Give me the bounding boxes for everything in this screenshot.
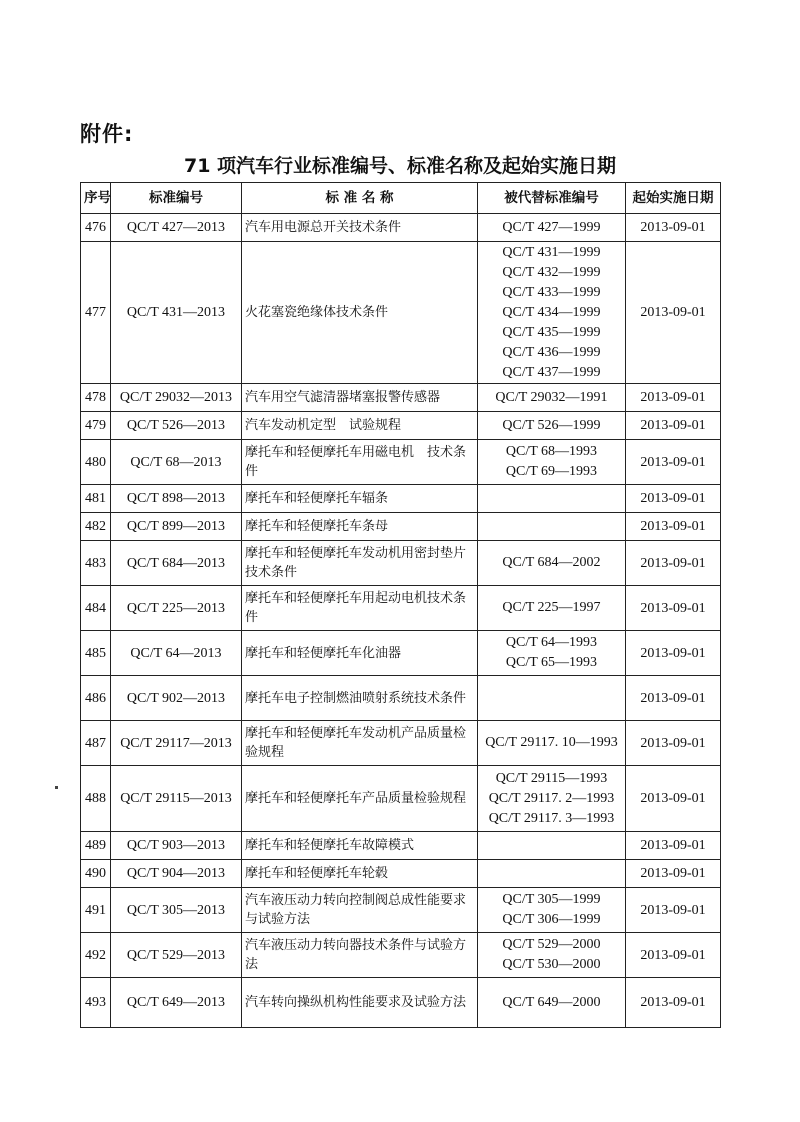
start-date: 2013-09-01 bbox=[626, 888, 721, 933]
table-row bbox=[81, 440, 721, 485]
replaced-standard-code: QC/T 68—1993 bbox=[505, 444, 598, 459]
replaced-standard-code: QC/T 29117. 2—1993 bbox=[488, 790, 615, 806]
standard-name: 摩托车和轻便摩托车用磁电机 技术条件 bbox=[242, 440, 478, 485]
standard-code: QC/T 431—2013 bbox=[111, 242, 242, 384]
replaced-standards bbox=[478, 586, 626, 631]
replaced-standards bbox=[478, 933, 626, 978]
table-row bbox=[81, 384, 721, 412]
replaced-standards bbox=[478, 832, 626, 860]
row-number: 492 bbox=[81, 933, 111, 978]
document-title: 71 项汽车行业标准编号、标准名称及起始实施日期 bbox=[183, 155, 617, 177]
standard-name: 摩托车和轻便摩托车条母 bbox=[242, 513, 478, 541]
replaced-standard-code: QC/T 435—1999 bbox=[502, 324, 601, 340]
replaced-standard-code: QC/T 526—1999 bbox=[502, 417, 601, 433]
replaced-standard-code: QC/T 427—1999 bbox=[502, 219, 601, 235]
replaced-standard-code: QC/T 305—1999 bbox=[502, 892, 601, 907]
replaced-standard-code: QC/T 64—1993 bbox=[505, 635, 598, 650]
standard-name: 摩托车和轻便摩托车用起动电机技术条件 bbox=[242, 586, 478, 631]
replaced-standard-code: QC/T 432—1999 bbox=[502, 264, 601, 280]
replaced-standards bbox=[478, 242, 626, 384]
standard-code: QC/T 68—2013 bbox=[111, 440, 242, 485]
header-name: 标 准 名 称 bbox=[242, 183, 478, 214]
standard-name: 摩托车和轻便摩托车产品质量检验规程 bbox=[242, 766, 478, 832]
replaced-standards bbox=[478, 721, 626, 766]
replaced-standard-code: QC/T 29117. 3—1993 bbox=[488, 810, 615, 826]
start-date: 2013-09-01 bbox=[626, 832, 721, 860]
table-row bbox=[81, 888, 721, 933]
standard-code: QC/T 64—2013 bbox=[111, 631, 242, 676]
standard-code: QC/T 29032—2013 bbox=[111, 384, 242, 412]
table-row bbox=[81, 242, 721, 384]
row-number: 488 bbox=[81, 766, 111, 832]
start-date: 2013-09-01 bbox=[626, 766, 721, 832]
row-number: 478 bbox=[81, 384, 111, 412]
start-date: 2013-09-01 bbox=[626, 860, 721, 888]
table-row bbox=[81, 721, 721, 766]
standards-table bbox=[80, 182, 721, 1028]
replaced-standards bbox=[478, 860, 626, 888]
row-number: 489 bbox=[81, 832, 111, 860]
row-number: 477 bbox=[81, 242, 111, 384]
row-number: 481 bbox=[81, 485, 111, 513]
row-number: 486 bbox=[81, 676, 111, 721]
standard-name: 汽车用空气滤清器堵塞报警传感器 bbox=[242, 384, 478, 412]
standard-name: 摩托车和轻便摩托车发动机用密封垫片技术条件 bbox=[242, 541, 478, 586]
standard-code: QC/T 29115—2013 bbox=[111, 766, 242, 832]
replaced-standards bbox=[478, 631, 626, 676]
replaced-standard-code: QC/T 431—1999 bbox=[502, 244, 601, 260]
standard-name: 汽车液压动力转向器技术条件与试验方法 bbox=[242, 933, 478, 978]
replaced-standard-code: QC/T 436—1999 bbox=[502, 344, 601, 360]
replaced-standards bbox=[478, 485, 626, 513]
table-header-row bbox=[81, 183, 721, 214]
replaced-standards bbox=[478, 676, 626, 721]
replaced-standards bbox=[478, 541, 626, 586]
replaced-standards bbox=[478, 513, 626, 541]
header-replaced: 被代替标准编号 bbox=[478, 183, 626, 214]
replaced-standards bbox=[478, 384, 626, 412]
row-number: 479 bbox=[81, 412, 111, 440]
standard-code: QC/T 903—2013 bbox=[111, 832, 242, 860]
row-number: 490 bbox=[81, 860, 111, 888]
header-date: 起始实施日期 bbox=[626, 183, 721, 214]
table-row bbox=[81, 933, 721, 978]
replaced-standards bbox=[478, 440, 626, 485]
standard-code: QC/T 529—2013 bbox=[111, 933, 242, 978]
start-date: 2013-09-01 bbox=[626, 440, 721, 485]
standard-code: QC/T 526—2013 bbox=[111, 412, 242, 440]
start-date: 2013-09-01 bbox=[626, 933, 721, 978]
table-body bbox=[81, 214, 721, 1028]
start-date: 2013-09-01 bbox=[626, 978, 721, 1028]
standard-name: 摩托车和轻便摩托车轮毂 bbox=[242, 860, 478, 888]
row-number: 482 bbox=[81, 513, 111, 541]
replaced-standard-code: QC/T 29115—1993 bbox=[495, 770, 608, 786]
start-date: 2013-09-01 bbox=[626, 586, 721, 631]
replaced-standard-code: QC/T 433—1999 bbox=[502, 284, 601, 300]
table-row bbox=[81, 860, 721, 888]
standard-name: 摩托车和轻便摩托车故障模式 bbox=[242, 832, 478, 860]
standard-code: QC/T 427—2013 bbox=[111, 214, 242, 242]
row-number: 476 bbox=[81, 214, 111, 242]
standard-code: QC/T 305—2013 bbox=[111, 888, 242, 933]
standard-code: QC/T 225—2013 bbox=[111, 586, 242, 631]
standard-code: QC/T 898—2013 bbox=[111, 485, 242, 513]
replaced-standard-code: QC/T 649—2000 bbox=[502, 994, 601, 1010]
replaced-standard-code: QC/T 29117. 10—1993 bbox=[485, 735, 618, 750]
replaced-standards bbox=[478, 888, 626, 933]
row-number: 480 bbox=[81, 440, 111, 485]
row-number: 485 bbox=[81, 631, 111, 676]
start-date: 2013-09-01 bbox=[626, 541, 721, 586]
replaced-standard-code: QC/T 434—1999 bbox=[502, 304, 601, 320]
standard-code: QC/T 902—2013 bbox=[111, 676, 242, 721]
row-number: 484 bbox=[81, 586, 111, 631]
row-number: 493 bbox=[81, 978, 111, 1028]
header-code: 标准编号 bbox=[111, 183, 242, 214]
row-number: 483 bbox=[81, 541, 111, 586]
replaced-standard-code: QC/T 437—1999 bbox=[502, 364, 601, 380]
standard-code: QC/T 904—2013 bbox=[111, 860, 242, 888]
standard-code: QC/T 29117—2013 bbox=[111, 721, 242, 766]
start-date: 2013-09-01 bbox=[626, 513, 721, 541]
table-row bbox=[81, 978, 721, 1028]
row-number: 487 bbox=[81, 721, 111, 766]
header-no: 序号 bbox=[81, 183, 111, 214]
start-date: 2013-09-01 bbox=[626, 242, 721, 384]
replaced-standards bbox=[478, 978, 626, 1028]
standard-name: 摩托车电子控制燃油喷射系统技术条件 bbox=[242, 676, 478, 721]
standard-name: 摩托车和轻便摩托车发动机产品质量检验规程 bbox=[242, 721, 478, 766]
standard-name: 汽车用电源总开关技术条件 bbox=[242, 214, 478, 242]
scan-speck bbox=[55, 786, 58, 789]
replaced-standards bbox=[478, 412, 626, 440]
row-number: 491 bbox=[81, 888, 111, 933]
start-date: 2013-09-01 bbox=[626, 384, 721, 412]
table-row bbox=[81, 631, 721, 676]
standard-code: QC/T 684—2013 bbox=[111, 541, 242, 586]
start-date: 2013-09-01 bbox=[626, 412, 721, 440]
standard-code: QC/T 899—2013 bbox=[111, 513, 242, 541]
standard-name: 摩托车和轻便摩托车辐条 bbox=[242, 485, 478, 513]
start-date: 2013-09-01 bbox=[626, 676, 721, 721]
standard-name: 火花塞瓷绝缘体技术条件 bbox=[242, 242, 478, 384]
standard-name: 摩托车和轻便摩托车化油器 bbox=[242, 631, 478, 676]
table-row bbox=[81, 412, 721, 440]
start-date: 2013-09-01 bbox=[626, 485, 721, 513]
table-row bbox=[81, 766, 721, 832]
table-row bbox=[81, 541, 721, 586]
table-row bbox=[81, 586, 721, 631]
replaced-standard-code: QC/T 306—1999 bbox=[502, 912, 601, 927]
table-row bbox=[81, 676, 721, 721]
start-date: 2013-09-01 bbox=[626, 721, 721, 766]
replaced-standard-code: QC/T 684—2002 bbox=[502, 555, 601, 570]
replaced-standard-code: QC/T 530—2000 bbox=[502, 957, 601, 972]
replaced-standard-code: QC/T 69—1993 bbox=[505, 464, 598, 479]
table-row bbox=[81, 485, 721, 513]
standard-name: 汽车转向操纵机构性能要求及试验方法 bbox=[242, 978, 478, 1028]
standard-name: 汽车液压动力转向控制阀总成性能要求与试验方法 bbox=[242, 888, 478, 933]
standard-code: QC/T 649—2013 bbox=[111, 978, 242, 1028]
standard-name: 汽车发动机定型 试验规程 bbox=[242, 412, 478, 440]
table-row bbox=[81, 832, 721, 860]
replaced-standards bbox=[478, 766, 626, 832]
replaced-standard-code: QC/T 29032—1991 bbox=[495, 389, 608, 405]
replaced-standards bbox=[478, 214, 626, 242]
attachment-label: 附件: bbox=[80, 122, 134, 146]
replaced-standard-code: QC/T 529—2000 bbox=[502, 937, 601, 952]
replaced-standard-code: QC/T 225—1997 bbox=[502, 600, 601, 615]
start-date: 2013-09-01 bbox=[626, 214, 721, 242]
start-date: 2013-09-01 bbox=[626, 631, 721, 676]
table-row bbox=[81, 513, 721, 541]
table-row bbox=[81, 214, 721, 242]
replaced-standard-code: QC/T 65—1993 bbox=[505, 655, 598, 670]
